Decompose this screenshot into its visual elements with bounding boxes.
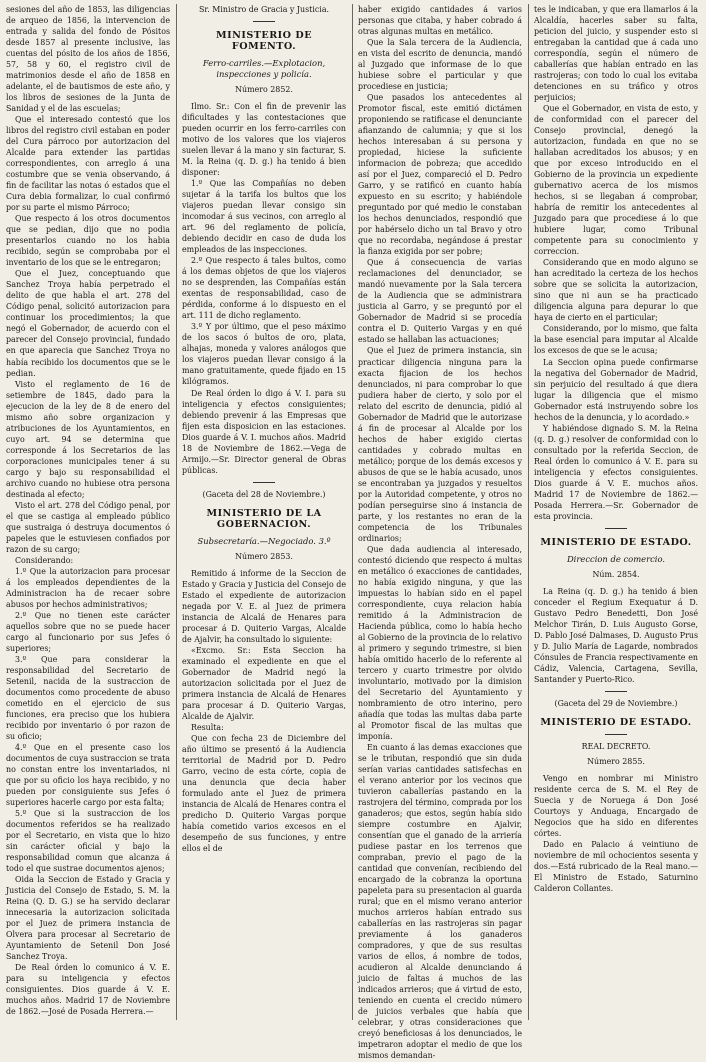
paragraph: Dado en Palacio á veintiuno de noviembre de mil ochocientos sesenta y dos.—Está rubricado de la Real mano.—El Ministro de Estado, Saturnino Calderon Collantes. <box>534 840 698 894</box>
paragraph: «Excmo. Sr.: Esta Seccion ha examinado el expediente en que el Gobernador de Madrid negó la autorizacion solicitada por el Juez de primera instancia de Alcalá de Henares para procesar á D. Quiterio Vargas, Alcalde de Ajalvir. <box>182 645 346 721</box>
column-rule <box>352 4 353 1020</box>
paragraph: Considerando, por lo mismo, que falta la base esencial para imputar al Alcalde los excesos de que se le acusa; <box>534 324 698 356</box>
paragraph: Ilmo. Sr.: Con el fin de prevenir las dificultades y las contestaciones que pueden ocurrir en los ferro-carriles con motivo de los valores que los viajeros suelen llevar á la mano y sin facturar, S. M. la Reina (q. D. g.) ha tenido á bien disponer: <box>182 102 346 178</box>
ministry-heading: MINISTERIO DE LA GOBERNACION. <box>206 507 322 530</box>
paragraph: 3.º Y por último, que el peso máximo de los sacos ó bultos de oro, plata, alhajas, moneda y valores análogos que los viajeros puedan llevar consigo á la mano gratuitamente, quede fijado en 15 kilógramos. <box>182 322 346 387</box>
paragraph: De Real órden lo comunico á V. E. para su inteligencia y efectos consiguientes. Dios guarde á V. E. muchos años. Madrid 17 de Noviembre de 1862.—José de Posada Herrera.— <box>6 963 170 1017</box>
column-rule <box>528 4 529 1020</box>
document-number: Núm. 2854. <box>592 569 640 579</box>
column-1 <box>6 4 170 1020</box>
addressee-line: Sr. Ministro de Gracia y Justicia. <box>198 5 330 14</box>
paragraph: Remitido á informe de la Seccion de Estado y Gracia y Justicia del Consejo de Estado el expediente de autorizacion negada por V. E. al Juez de primera instancia de Alcalá de Henares para procesar á D. Quiterio Vargas, Alcalde de Ajalvir, ha consultado lo siguiente: <box>182 568 346 644</box>
document-number: Número 2855. <box>587 756 645 766</box>
paragraph: Que dada audiencia al interesado, contestó diciendo que respecto á multas en metálico ó exacciones de cantidades, no había exigido ninguna, y que las impuestas lo habían sido en el papel correspondiente, cuya relacion había remitido á la Administracion de Hacienda pública, como lo había hecho al Gobierno de la provincia de lo relativo al primero y segundo trimestre, si bien había omitido hacerlo de lo referente al tercero y cuarto trimestre por olvido involuntario, motivado por la dimision del Secretario del Ayuntamiento y nombramiento de otro interino, pero añadía que todas las multas daba parte al Promotor fiscal de las multas que imponía. <box>358 544 522 742</box>
paragraph: 1.º Que la autorizacion para procesar á los empleados dependientes de la Administracion ha de recaer sobre abusos por hechos administrativos; <box>6 566 170 609</box>
paragraph: 2.º Que respecto á tales bultos, como á los demas objetos de que los viajeros no se desprenden, las Compañías están exentas de responsabilidad, caso de pérdida, conforme á lo dispuesto en el art. 111 de dicho reglamento. <box>182 256 346 321</box>
paragraph: 3.º Que para considerar la responsabilidad del Secretario de Setenil, nacida de la sustraccion de documentos como procedente de abuso cometido en el ejercicio de sus funciones, era preciso que los hubiera recibido por inventario ó por razon de su oficio; <box>6 654 170 742</box>
document-number: Número 2853. <box>235 551 293 561</box>
paragraph: Que respecto á los otros documentos que se pedian, dijo que no podia presentarlos cuando no los habia recibido, según se comprobaba por el inventario de los que se le entregaron; <box>6 214 170 268</box>
paragraph: Oida la Seccion de Estado y Gracia y Justicia del Consejo de Estado, S. M. la Reina (Q. D. G.) se ha servido declarar innecesaria la autorizacion solicitada por el Juez de primera instancia de Olvera para procesar al Secretario de Ayuntamiento de Setenil Don José Sanchez Troya. <box>6 875 170 962</box>
column-4 <box>534 4 698 1020</box>
paragraph: Considerando que en modo alguno se han acreditado la certeza de los hechos sobre que se solicita la autorizacion, sino que ni aun se ha practicado diligencia alguna para depurar lo que haya de cierto en el particular; <box>534 258 698 323</box>
ministry-heading: MINISTERIO DE ESTADO. <box>540 716 692 728</box>
paragraph: La Seccion opina puede confirmarse la negativa del Gobernador de Madrid, sin perjuicio del resultado á que diera lugar la diligencia que el mismo Gobernador está instruyendo sobre los hechos de la denuncia, y lo acordado.» <box>534 357 698 422</box>
paragraph: Visto el reglamento de 16 de setiembre de 1845, dado para la ejecucion de la ley de 8 de enero del mismo año sobre organizacion y atribuciones de los Ayuntamientos, en cuyo art. 94 se determina que corresponde á los Secretarios de las corporaciones municipales tener á su cargo y bajo su responsabilidad el archivo cuando no hubiese otra persona destinada al efecto; <box>6 379 170 499</box>
paragraph: Que el Juez, conceptuando que Sanchez Troya había perpetrado el delito de que habla el art. 278 del Código penal, solicitó autorizacion para continuar los procedimientos; la que negó el Gobernador, de acuerdo con el parecer del Consejo provincial, fundado en que aparecia que Sanchez Troya no había recibido los documentos que se le pedian. <box>6 269 170 378</box>
paragraph: sesiones del año de 1853, las diligencias de arqueo de 1856, la intervencion de entrada y salida del fondo de Pósitos desde 1857 al presente inclusive, las cuentas del pósito de los años de 1856, 57, 58 y 60, el registro civil de matrimonios desde el año de 1858 en adelante, el de bautismos de este año, y los libros de sesiones de la Junta de Sanidad y el de las escuelas; <box>6 5 170 114</box>
document-number: Número 2852. <box>235 85 293 95</box>
paragraph: Que el Juez de primera instancia, sin practicar diligencia ninguna para la exacta fijacion de los hechos denunciados, ni para comprobar lo que pudiera haber de cierto, y solo por el relato del escrito de denuncia, pidió al Gobernador de Madrid que le autorizase á fin de procesar al Alcalde por los hechos de haber exigido ciertas cantidades y cobrado multas en metálico; porque de los demás excesos y abusos de que se le había acusado, unos se encontraban ya juzgados y resueltos por la Autoridad competente, y otros no podían perseguirse sino á instancia de parte, y los restantes no eran de la competencia de los Tribunales ordinarios; <box>358 346 522 543</box>
paragraph: Visto el art. 278 del Código penal, por el que se castiga al empleado público que sustraiga ó destruya documentos ó papeles que le estuviesen confiados por razon de su cargo; <box>6 500 170 554</box>
paragraph: 5.º Que si la sustraccion de los documentos referidos se ha realizado por el Secretario, en vista que lo hizo sin carácter oficial y bajo la responsabilidad comun que alcanza á todo el que sustrae documentos ajenos; <box>6 809 170 874</box>
paragraph: Que el interesado contestó que los libros del registro civil estaban en poder del Cura párroco por autorizacion del Alcalde para extender las partidas correspondientes, con arreglo á una costumbre que se venia observando, á fin de facilitar las notas ó estados que el Cura debia formalizar, lo cual confirmó por su parte el mismo Párroco; <box>6 115 170 213</box>
paragraph: Y habiéndose dignado S. M. la Reina (q. D. g.) resolver de conformidad con lo consultado por la referida Seccion, de Real órden lo comunico á V. E. para su inteligencia y efectos consiguientes. Dios guarde á V. E. muchos años. Madrid 17 de Noviembre de 1862.—Posada Herrera.—Sr. Gobernador de esta provincia. <box>534 423 698 521</box>
separator <box>605 528 627 529</box>
paragraph: tes le indicaban, y que era llamarlos á la Alcaldía, hacerles saber su falta, peticion del juicio, y suspender esto si entregaban la cantidad que á cada uno correspondía, según el número de caballerías que habían entrado en las rastrojeras; con todo lo cual los evitaba detenciones en su tráfico y otros perjuicios; <box>534 5 698 103</box>
paragraph: Que el Gobernador, en vista de esto, y de conformidad con el parecer del Consejo provincial, denegó la autorizacion, fundada en que no se hallaban acreditados los abusos; y en que por exceso introducido en el Gobierno de la provincia un expediente gubernativo acerca de los mismos hechos, si se llegaban á comprobar, habría de remitir los antecedentes al Juzgado para que procediese á lo que hubiere lugar, como Tribunal competente para su conocimiento y correccion. <box>534 104 698 257</box>
paragraph: haber exigido cantidades á varios personas que citaba, y haber cobrado á otras algunas multas en metálico. <box>358 5 522 37</box>
section-subtitle: Ferro-carriles.—Explotacion, inspecciones y policía. <box>202 58 326 80</box>
paragraph: Que la Sala tercera de la Audiencia, en vista del escrito de denuncia, mandó al Juzgado que informase de lo que hubiese sobre el particular y que procediese en justicia; <box>358 38 522 92</box>
gazette-note: (Gaceta del 29 de Noviembre.) <box>554 698 678 708</box>
column-rule <box>176 4 177 1020</box>
paragraph: Considerando: <box>15 555 74 565</box>
paragraph: Que pasados los antecedentes al Promotor fiscal, este emitió dictámen proponiendo se ratificase el denunciante afianzando de calumnia; y que si los hechos interesaban á su persona y propiedad, hiciese la suficiente informacion de pobreza; que accedido así por el Juez, compareció el D. Pedro Garro, y se ratificó en cuanto había expuesto en su escrito; y habiéndole preguntado por qué medio le constaban los hechos denunciados, respondió que por habérselo dicho un tal Bravo y otro que no recordaba, negándose á prestar la fianza exigida por ser pobre; <box>358 93 522 257</box>
column-2 <box>182 4 346 1020</box>
paragraph: En cuanto á las demas exacciones que se le tributan, respondió que sin duda serían varias cantidades satisfechas en el verano anterior por los vecinos que tuvieron caballerías pastando en la rastrojera del término, comprada por los ganaderos; que estos, según había sido siempre costumbre en Ajalvir, consentían que el ganado de la arriería pudiese pastar en los terrenos que compraban, previo el pago de la cantidad que convenían, recibiendo del encargado de la cobranza la oportuna papeleta para su presentacion al guarda rural; que en el mismo verano anterior muchos arrieros habían entrado sus caballerías en las rastrojeras sin pagar previamente á los ganaderos compradores, y que de sus resultas varios de ellos, á nombre de todos, acudieron al Alcalde denunciando á juicio de faltas á muchos de las indicados arrieros; que á virtud de esto, teniendo en cuenta el crecido número de juicios verbales que había que celebrar, y otras consideraciones que creyó beneficiosas á los denunciados, le impetraron adoptar el medio de que los mismos demandan- <box>358 743 522 1061</box>
paragraph: Que con fecha 23 de Diciembre del año último se presentó á la Audiencia territorial de Madrid por D. Pedro Garro, vecino de esta córte, copia de una denuncia que decia haber formulado ante el Juez de primera instancia de Alcalá de Henares contra el predicho D. Quiterio Vargas porque había cometido varios excesos en el desempeño de sus funciones, y entre ellos el de <box>182 733 346 854</box>
paragraph: 2.º Que no tienen este carácter aquellos sobre que no se puede hacer cargo al funcionario por sus Jefes ó superiores; <box>6 610 170 653</box>
paragraph: Vengo en nombrar mi Ministro residente cerca de S. M. el Rey de Suecia y de Noruega á Don José Courtoys y Anduaga, Encargado de Negocios que ha sido en diferentes córtes. <box>534 773 698 839</box>
section-subtitle: Direccion de comercio. <box>566 553 666 564</box>
separator <box>605 691 627 692</box>
paragraph: 4.º Que en el presente caso los documentos de cuya sustraccion se trata no constan entre los inventariados, ni que por su oficio los haya recibido, y no pueden por consiguiente sus Jefes ó superiores hacerle cargo por esta falta; <box>6 743 170 808</box>
column-3 <box>358 4 522 1061</box>
separator <box>605 734 627 735</box>
paragraph: Que á consecuencia de varias reclamaciones del denunciador, se mandó nuevamente por la Sala tercera de la Audiencia que se administrara justicia al Garro, y se preguntó por el Gobernador de Madrid si se procedía contra el D. Quiterio Vargas y en qué estado se hallaban las actuaciones; <box>358 258 522 345</box>
ministry-heading: MINISTERIO DE FOMENTO. <box>215 30 313 53</box>
paragraph: 1.º Que las Compañías no deben sujetar á la tarifa los bultos que los viajeros puedan llevar consigo sin incomodar á sus vecinos, con arreglo al art. 96 del reglamento de policía, debiendo decidir en caso de duda los empleados de las inspecciones. <box>182 179 346 255</box>
paragraph: Resulta: <box>191 722 224 732</box>
gazette-note: (Gaceta del 28 de Noviembre.) <box>202 489 326 499</box>
section-subtitle: REAL DECRETO. <box>581 741 651 751</box>
separator <box>253 21 275 22</box>
separator <box>253 482 275 483</box>
paragraph: De Real órden lo digo á V. I. para su inteligencia y efectos consiguientes; debiendo prevenir á las Empresas que fijen esta disposicion en las estaciones. Dios guarde á V. I. muchos años. Madrid 18 de Noviembre de 1862.—Vega de Armijo.—Sr. Director general de Obras públicas. <box>182 388 346 475</box>
ministry-heading: MINISTERIO DE ESTADO. <box>540 536 692 548</box>
paragraph: La Reina (q. D. g.) ha tenido á bien conceder el Regium Exequatur á D. Gustavo Pedro Benedetti, Don José Melchor Tirán, D. Luis Augusto Gorse, D. Pablo José Dalmases, D. Augusto Prus y D. Julio María de Lagarde, nombrados Cónsules de Francia respectivamente en Cádiz, Valencia, Cartagena, Sevilla, Santander y Puerto-Rico. <box>534 586 698 684</box>
section-subtitle: Subsecretaría.—Negociado. 3.º <box>197 535 331 546</box>
